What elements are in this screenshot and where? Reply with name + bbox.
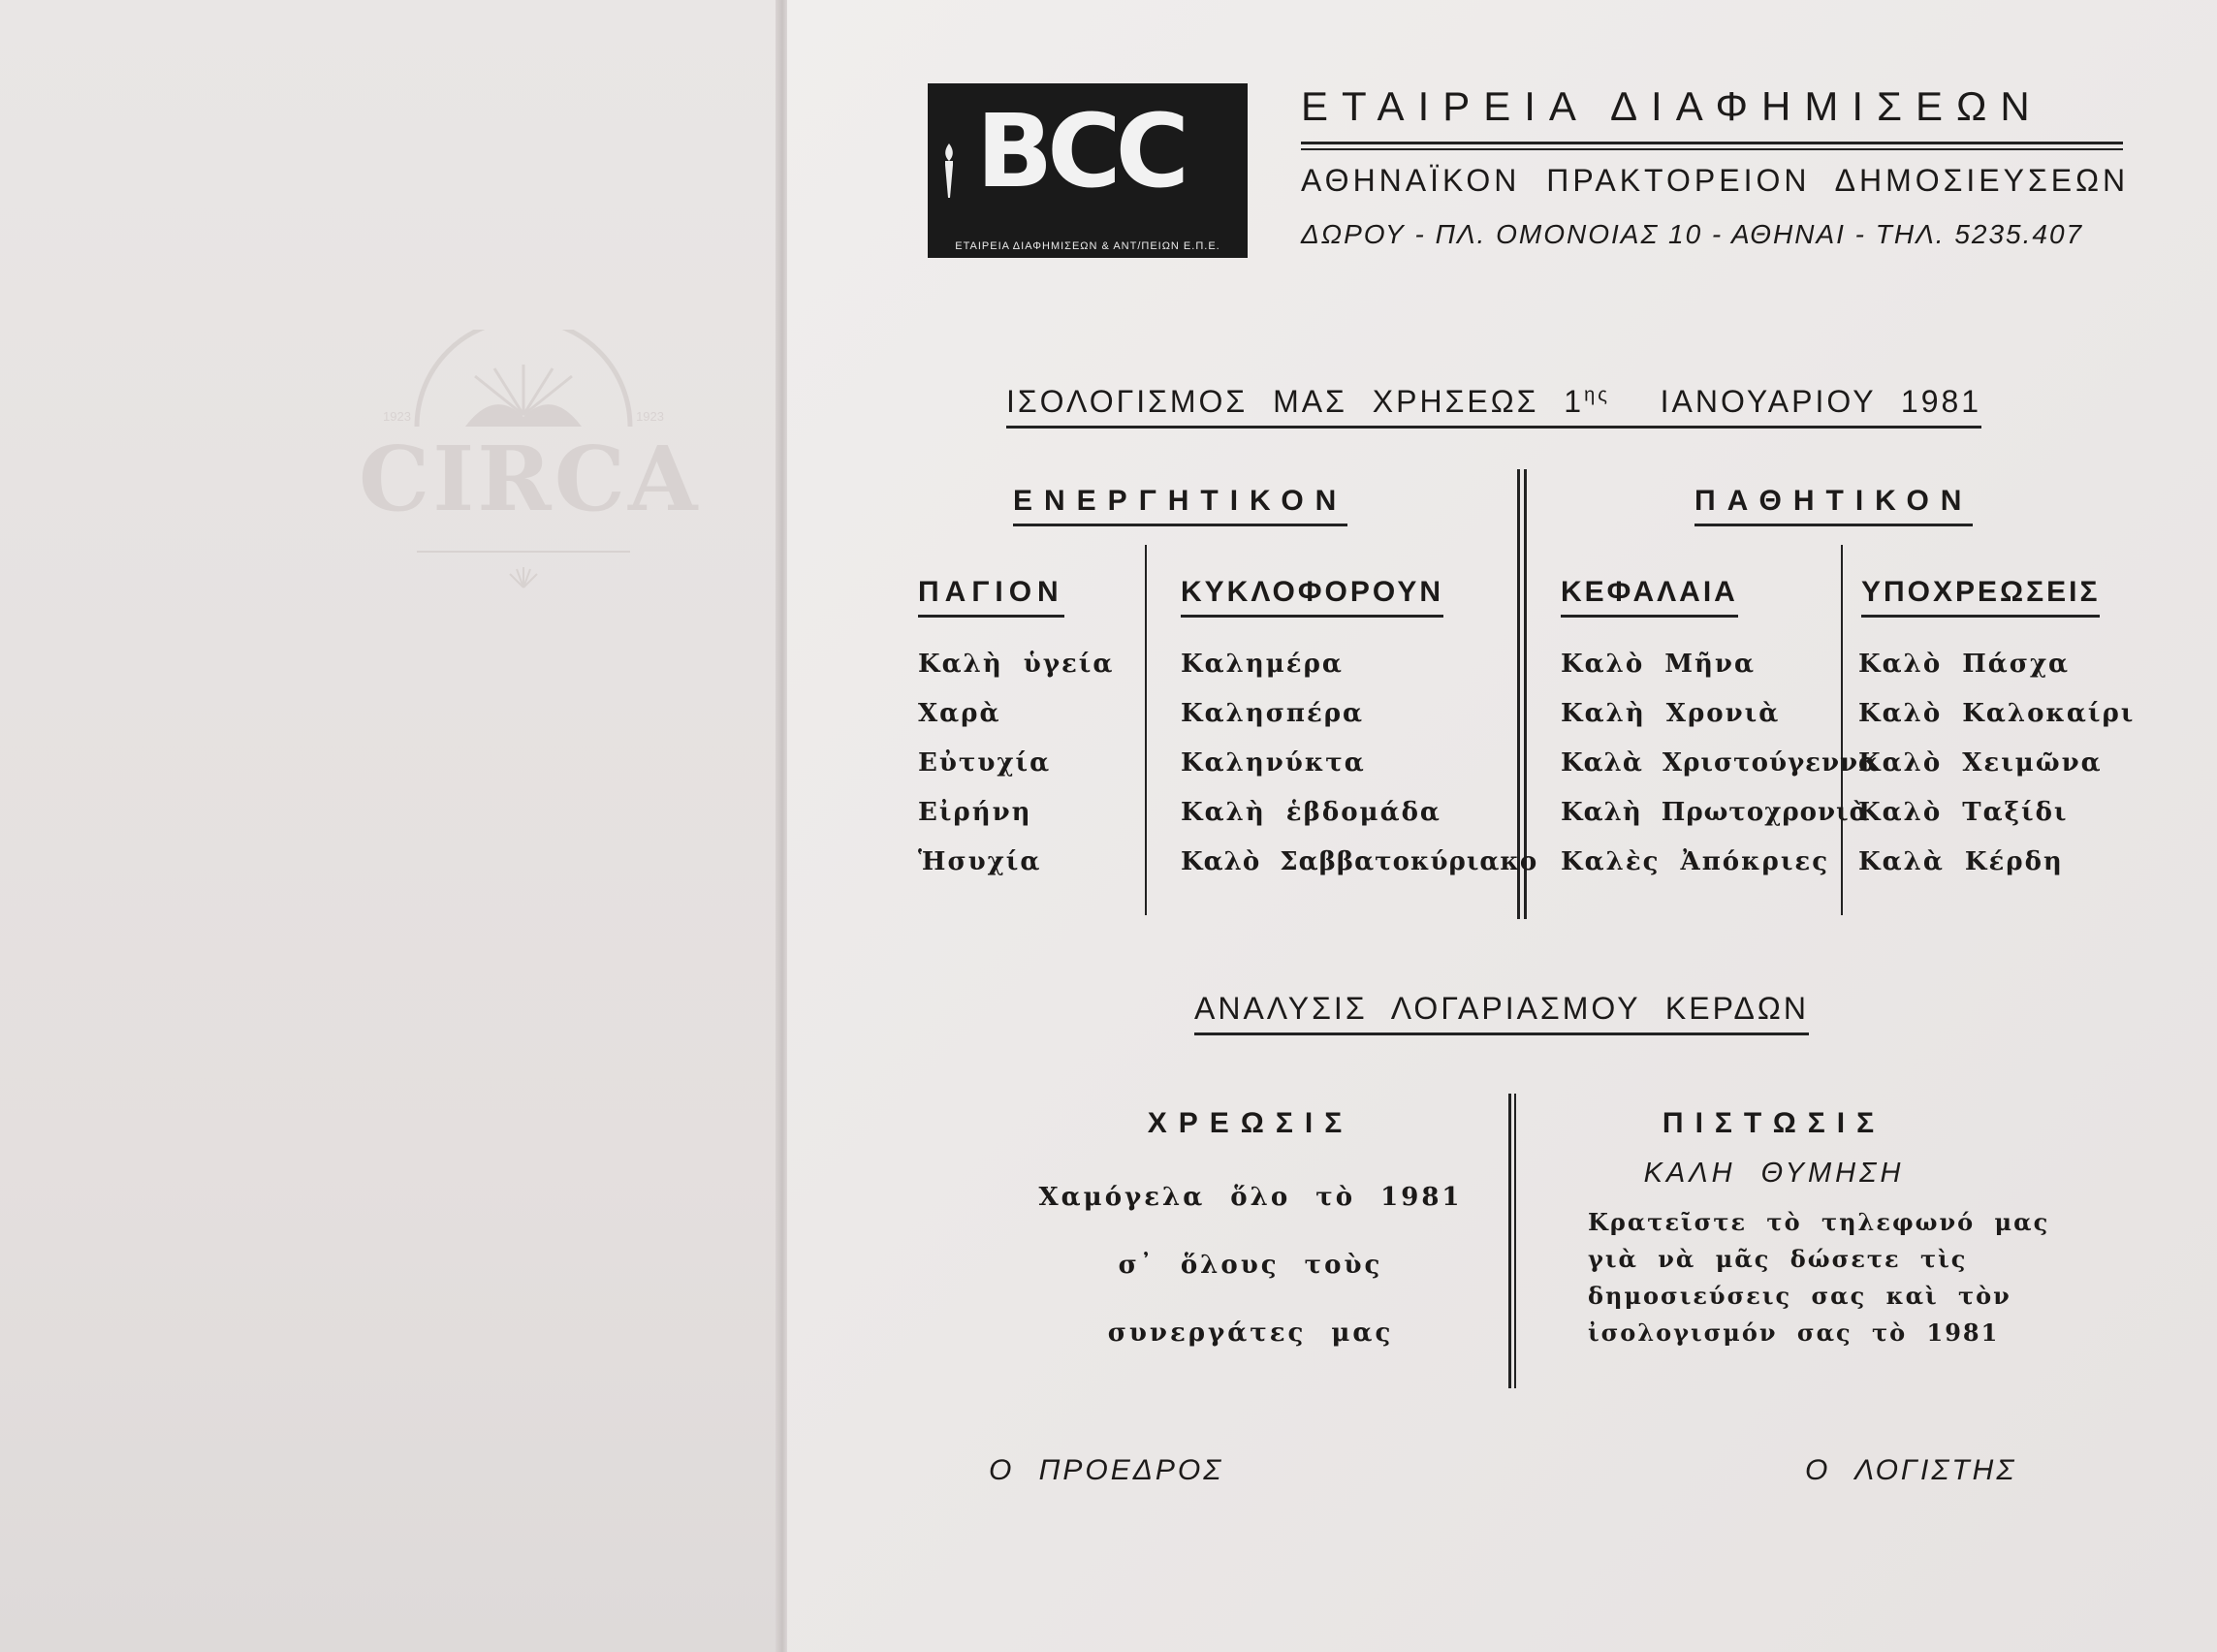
bcc-logo <box>928 83 1248 258</box>
divider-profit-2 <box>1514 1094 1516 1388</box>
list-item: Καλὸ Πάσχα <box>1858 650 2071 679</box>
capital-heading: ΚΕΦΑΛΑΙΑ <box>1561 576 1738 618</box>
list-item: Καλὴ ἑβδομάδα <box>1181 798 1441 827</box>
debit-line: σ᾽ ὅλους τοὺς <box>1118 1251 1383 1280</box>
header-rule-bottom <box>1301 148 2123 150</box>
accountant-signature-label: Ο ΛΟΓΙΣΤΗΣ <box>1805 1454 2017 1486</box>
list-item: Καλησπέρα <box>1181 699 1365 728</box>
list-item: Καλὸ Χειμῶνα <box>1858 748 2103 778</box>
list-item: Καλὸ Καλοκαίρι <box>1858 699 2136 728</box>
list-item: Καλὸ Ταξίδι <box>1858 798 2069 827</box>
watermark-text: CIRCA <box>359 427 701 531</box>
balance-title: ΙΣΟΛΟΓΙΣΜΟΣ ΜΑΣ ΧΡΗΣΕΩΣ $1^{\eta\varsigma}$ ΙΑΝΟΥΑΡΙΟΥ 1981 <box>1006 384 1981 429</box>
credits-subtitle: ΚΑΛΗ ΘΥΜΗΣΗ <box>1643 1158 1905 1189</box>
list-item: Καλημέρα <box>1181 650 1344 679</box>
logo-subtitle: ΕΤΑΙΡΕΙΑ ΔΙΑΦΗΜΙΣΕΩΝ & ΑΝΤ/ΠΕΙΩΝ Ε.Π.Ε. <box>955 240 1220 252</box>
divider-liabilities <box>1841 545 1843 915</box>
watermark-divider <box>417 551 630 553</box>
credit-line: ἰσολογισμόν σας τὸ 1981 <box>1588 1318 2000 1347</box>
left-page <box>0 0 783 1652</box>
watermark-year-left: 1923 <box>383 409 411 424</box>
list-item: Καλὴ ὑγεία <box>918 650 1115 679</box>
company-address: ΔΩΡΟΥ - ΠΛ. ΟΜΟΝΟΙΑΣ 10 - ΑΘΗΝΑΙ - ΤΗΛ. 5235.407 <box>1301 219 2084 249</box>
agency-name: ΑΘΗΝΑΪΚΟΝ ΠΡΑΚΤΟΡΕΙΟΝ ΔΗΜΟΣΙΕΥΣΕΩΝ <box>1301 163 2130 198</box>
company-title: ΕΤΑΙΡΕΙΑ ΔΙΑΦΗΜΙΣΕΩΝ <box>1301 83 2043 129</box>
divider-profit-1 <box>1508 1094 1511 1388</box>
credit-line: δημοσιεύσεις σας καὶ τὸν <box>1588 1282 2011 1310</box>
watermark-year-right: 1923 <box>636 409 664 424</box>
list-item: Καλὸ Σαββατοκύριακο <box>1181 847 1538 876</box>
fixed-assets-heading: ΠΑΓΙΟΝ <box>918 576 1064 618</box>
current-assets-heading: ΚΥΚΛΟΦΟΡΟΥΝ <box>1181 576 1443 618</box>
list-item: Εὐτυχία <box>918 748 1052 778</box>
liabilities-heading: ΠΑΘΗΤΙΚΟΝ <box>1694 485 1973 526</box>
debit-line: Χαμόγελα ὅλο τὸ 1981 <box>1038 1183 1463 1212</box>
credit-line: Κρατεῖστε τὸ τηλεφωνό μας <box>1588 1208 2050 1236</box>
list-item: Καλὰ Κέρδη <box>1858 847 2064 876</box>
list-item: Καλὴ Χρονιὰ <box>1561 699 1781 728</box>
list-item: Εἰρήνη <box>918 798 1032 827</box>
obligations-heading: ΥΠΟΧΡΕΩΣΕΙΣ <box>1861 576 2100 618</box>
credits-heading: ΠΙΣΤΩΣΙΣ <box>1662 1107 1886 1139</box>
list-item: Καληνύκτα <box>1181 748 1366 778</box>
fan-ornament-icon <box>504 566 543 589</box>
list-item: Ἡσυχία <box>918 847 1042 876</box>
credit-line: γιὰ νὰ μᾶς δώσετε τὶς <box>1588 1245 1968 1273</box>
profit-analysis-title: ΑΝΑΛΥΣΙΣ ΛΟΓΑΡΙΑΣΜΟΥ ΚΕΡΔΩΝ <box>1194 991 1809 1035</box>
list-item: Καλὲς Ἀπόκριες <box>1561 847 1830 876</box>
assets-heading: ΕΝΕΡΓΗΤΙΚΟΝ <box>1013 485 1347 526</box>
header-rule-top <box>1301 142 2123 144</box>
debits-heading: ΧΡΕΩΣΙΣ <box>1147 1107 1354 1139</box>
divider-assets <box>1145 545 1147 915</box>
circa-watermark <box>359 330 701 601</box>
list-item: Καλὴ Πρωτοχρονιὰ <box>1561 798 1870 827</box>
torch-icon <box>939 142 959 200</box>
logo-mark: BCC <box>976 92 1184 210</box>
list-item: Καλὰ Χριστούγεννα <box>1561 748 1880 778</box>
president-signature-label: Ο ΠΡΟΕΔΡΟΣ <box>989 1454 1224 1486</box>
debit-line: συνεργάτες μας <box>1107 1318 1394 1348</box>
list-item: Καλὸ Μῆνα <box>1561 650 1756 679</box>
list-item: Χαρὰ <box>918 699 1001 728</box>
